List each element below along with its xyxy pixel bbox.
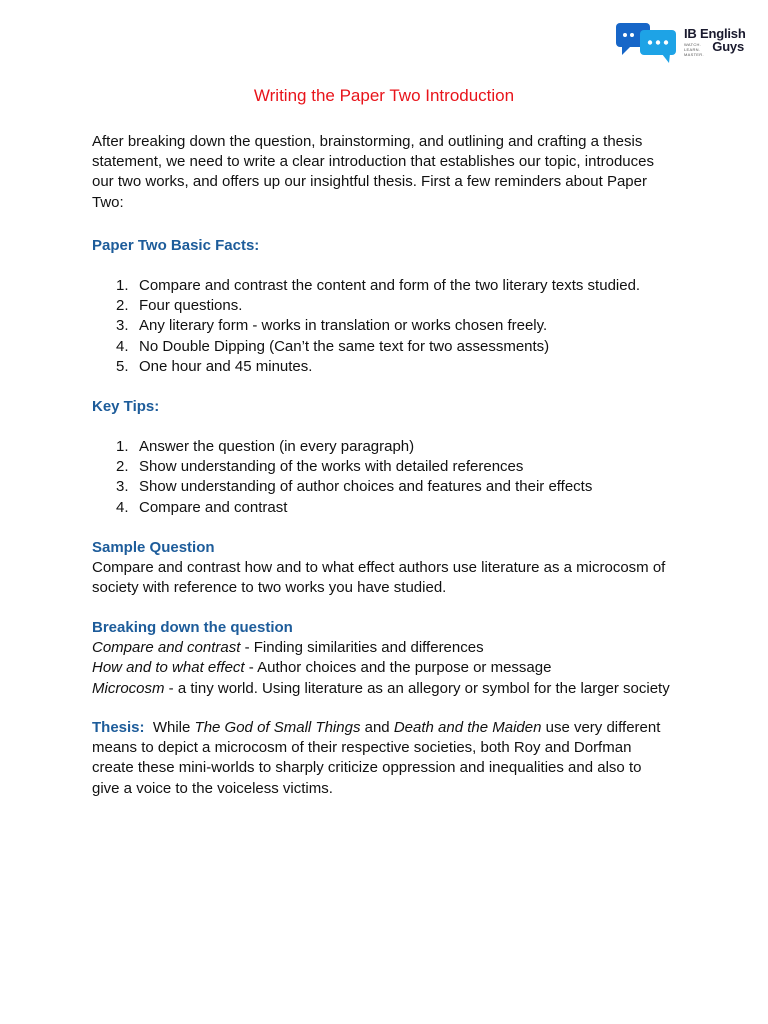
thesis-work-1: The God of Small Things bbox=[194, 719, 361, 736]
breakdown-row bbox=[92, 658, 682, 678]
list-item bbox=[92, 296, 640, 316]
list-item bbox=[92, 457, 592, 477]
list-item bbox=[92, 498, 592, 518]
thesis-mid: and bbox=[360, 719, 394, 736]
list-item-text: Four questions. bbox=[139, 297, 243, 315]
list-number: 2. bbox=[116, 297, 129, 315]
sample-question-text: Compare and contrast how and to what effect authors use literature as a microcosm of society with reference to two works you have studied. bbox=[92, 559, 666, 597]
thesis-label: Thesis: bbox=[92, 719, 145, 736]
thesis-post: use very different means to depict a microcosm of their respective societies, both Roy and Dorfman create these mini-worlds to sharply criticize oppression and inequalities and also to give a voice to the voiceless victims. bbox=[92, 719, 661, 797]
list-item-text: Show understanding of the works with detailed references bbox=[139, 458, 524, 476]
list-number: 3. bbox=[116, 317, 129, 335]
list-number: 2. bbox=[116, 458, 129, 476]
list-item bbox=[92, 276, 640, 296]
list-item bbox=[92, 316, 640, 336]
list-item-text: One hour and 45 minutes. bbox=[139, 357, 313, 375]
list-number: 1. bbox=[116, 438, 129, 455]
key-tips-list bbox=[92, 437, 592, 518]
chat-bubbles-icon bbox=[614, 20, 680, 66]
breakdown-desc: - Author choices and the purpose or message bbox=[244, 659, 552, 677]
list-item-text: Any literary form - works in translation or works chosen freely. bbox=[139, 317, 548, 335]
logo-tagline bbox=[684, 42, 712, 57]
basic-facts-list bbox=[92, 276, 640, 377]
list-item-text: Show understanding of author choices and features and their effects bbox=[139, 478, 593, 496]
breaking-down-heading: Breaking down the question bbox=[92, 619, 293, 636]
breaking-down-section bbox=[92, 618, 682, 699]
thesis-pre: While bbox=[144, 719, 195, 736]
basic-facts-heading: Paper Two Basic Facts: bbox=[92, 237, 260, 254]
breakdown-term: Microcosm bbox=[92, 679, 165, 697]
key-tips-heading: Key Tips: bbox=[92, 398, 160, 415]
list-item-text: Compare and contrast the content and form of the two literary texts studied. bbox=[139, 277, 641, 294]
list-number: 5. bbox=[116, 357, 129, 375]
list-item-text: Compare and contrast bbox=[139, 498, 288, 516]
ib-english-guys-logo bbox=[614, 20, 750, 66]
list-item bbox=[92, 437, 592, 457]
breakdown-row bbox=[92, 638, 682, 658]
logo-tagline-2: LEARN. bbox=[684, 47, 701, 52]
thesis-work-2: Death and the Maiden bbox=[393, 719, 542, 736]
list-number: 4. bbox=[116, 337, 129, 355]
list-number: 4. bbox=[116, 498, 129, 516]
list-item-text: Answer the question (in every paragraph) bbox=[139, 438, 415, 455]
logo-tagline-3: MASTER. bbox=[684, 52, 704, 57]
sample-question-section bbox=[92, 538, 677, 599]
list-number: 3. bbox=[116, 478, 129, 496]
page-title: Writing the Paper Two Introduction bbox=[253, 86, 515, 105]
list-item bbox=[92, 337, 640, 357]
list-number: 1. bbox=[116, 277, 129, 294]
logo-tagline-1: WATCH. bbox=[684, 42, 702, 47]
list-item bbox=[92, 477, 592, 497]
logo-name-line2: Guys bbox=[712, 39, 744, 54]
sample-question-heading: Sample Question bbox=[92, 539, 215, 556]
list-item bbox=[92, 357, 640, 377]
logo-name-line1: IB English bbox=[684, 26, 746, 41]
breakdown-term: Compare and contrast bbox=[92, 639, 241, 657]
breakdown-term: How and to what effect bbox=[92, 659, 245, 677]
intro-paragraph: After breaking down the question, brainstorming, and outlining and crafting a thesis statement, we need to write a clear introduction that establishes our topic, introduces our two works, and offers up our insightful thesis. First a few reminders about Paper Two: bbox=[92, 133, 654, 211]
breakdown-row bbox=[92, 679, 682, 699]
breakdown-desc: - a tiny world. Using literature as an allegory or symbol for the larger society bbox=[164, 679, 670, 697]
breakdown-desc: - Finding similarities and differences bbox=[240, 639, 484, 657]
list-item-text: No Double Dipping (Can’t the same text for two assessments) bbox=[139, 337, 550, 355]
thesis-paragraph bbox=[92, 718, 667, 799]
